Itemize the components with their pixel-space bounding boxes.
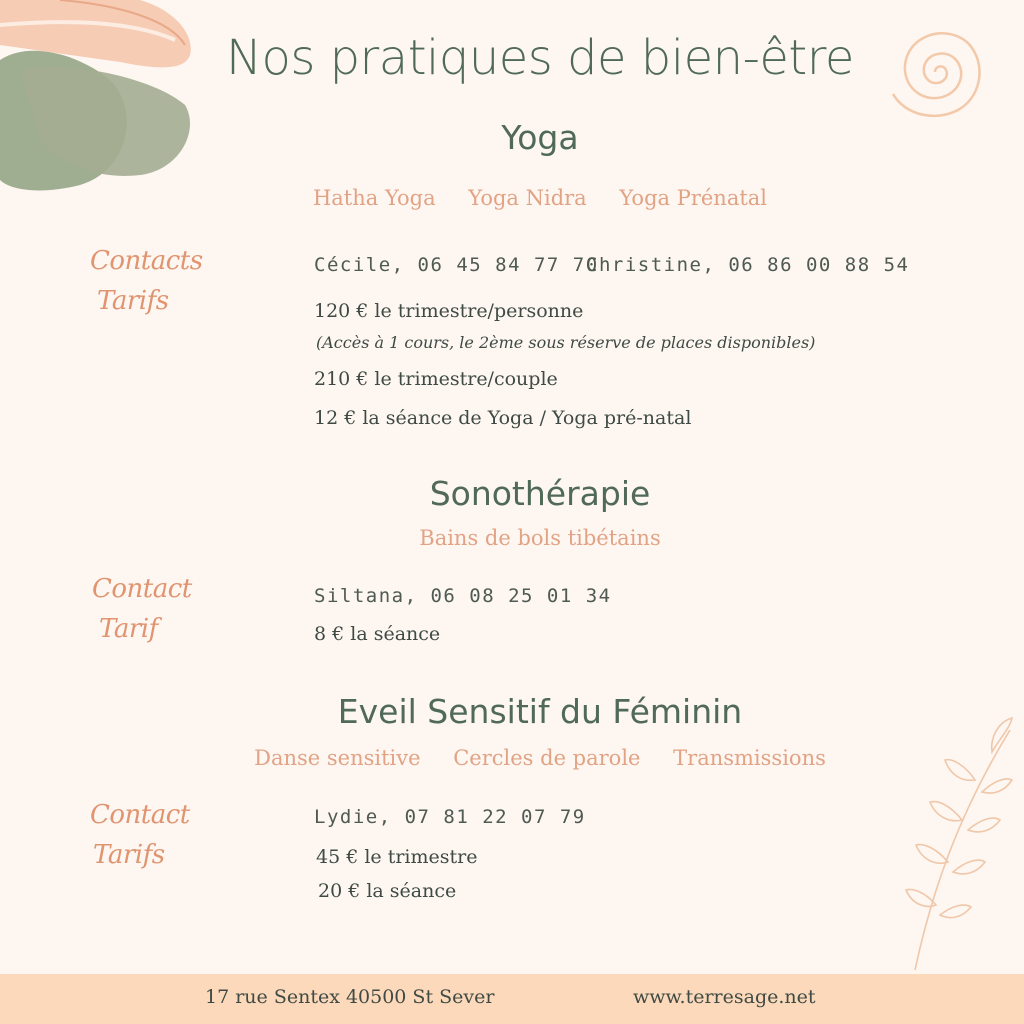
tag-cercles-de-parole: Cercles de parole xyxy=(453,746,641,770)
tag-bains-de-bols: Bains de bols tibétains xyxy=(419,526,661,550)
section-title-sonotherapie: Sonothérapie xyxy=(429,474,651,513)
price-trimestre-feminin: 45 € le trimestre xyxy=(316,846,478,868)
price-seance-sonotherapie: 8 € la séance xyxy=(314,623,441,645)
tag-yoga-nidra: Yoga Nidra xyxy=(468,186,587,210)
contact-christine: Christine, 06 86 00 88 54 xyxy=(586,254,910,276)
contact-label: Contact xyxy=(92,574,192,604)
yoga-tags xyxy=(0,186,1024,210)
price-note: (Accès à 1 cours, le 2ème sous réserve de places disponibles) xyxy=(316,333,816,352)
tarifs-label: Tarifs xyxy=(97,286,169,316)
price-trimestre-personne: 120 € le trimestre/personne xyxy=(314,300,584,322)
eveil-sensitif-tags xyxy=(0,746,1024,770)
footer-website-link[interactable]: www.terresage.net xyxy=(633,986,816,1008)
contact-label: Contact xyxy=(90,800,190,830)
section-title-yoga: Yoga xyxy=(501,118,579,157)
contact-cecile: Cécile, 06 45 84 77 70 xyxy=(314,254,599,276)
section-title-eveil-sensitif: Eveil Sensitif du Féminin xyxy=(337,692,743,731)
sonotherapie-tags xyxy=(0,526,1024,550)
price-seance-yoga: 12 € la séance de Yoga / Yoga pré-natal xyxy=(314,407,692,429)
tag-transmissions: Transmissions xyxy=(673,746,826,770)
tarif-label: Tarif xyxy=(99,614,158,644)
contacts-label: Contacts xyxy=(90,246,203,276)
tarifs-label: Tarifs xyxy=(93,840,165,870)
tag-danse-sensitive: Danse sensitive xyxy=(254,746,421,770)
tag-yoga-prenatal: Yoga Prénatal xyxy=(619,186,768,210)
tag-hatha-yoga: Hatha Yoga xyxy=(312,186,436,210)
footer-band xyxy=(0,974,1024,1024)
page-title: Nos pratiques de bien-être xyxy=(226,30,854,86)
contact-lydie: Lydie, 07 81 22 07 79 xyxy=(314,806,586,828)
price-trimestre-couple: 210 € le trimestre/couple xyxy=(314,368,558,390)
price-seance-feminin: 20 € la séance xyxy=(318,880,457,902)
footer-address: 17 rue Sentex 40500 St Sever xyxy=(205,986,495,1008)
contact-siltana: Siltana, 06 08 25 01 34 xyxy=(314,585,612,607)
